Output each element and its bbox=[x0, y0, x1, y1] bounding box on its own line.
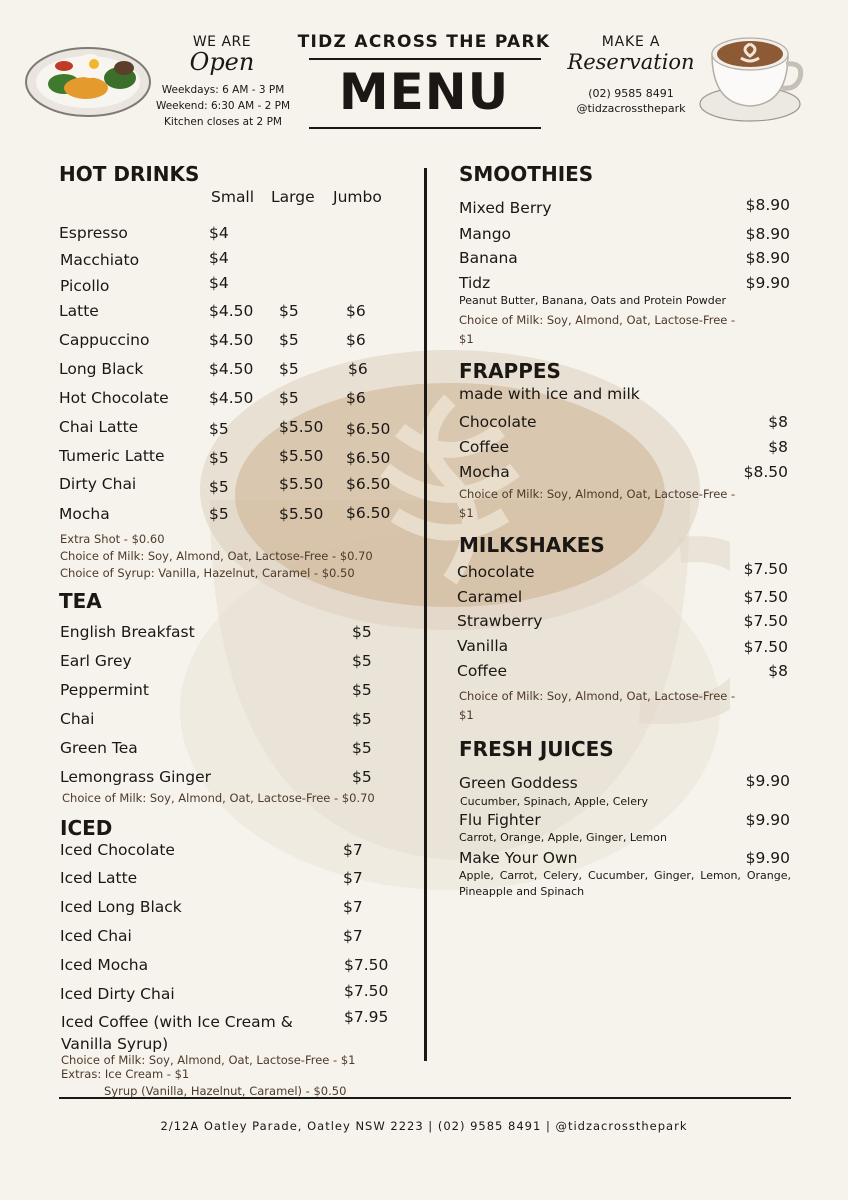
iced-heading: ICED bbox=[60, 816, 113, 840]
footer-contact: 2/12A Oatley Parade, Oatley NSW 2223 | (02) 9585 8491 | @tidzacrossthepark bbox=[160, 1119, 688, 1133]
price-jumbo: $6.50 bbox=[346, 504, 391, 522]
price-small: $4 bbox=[209, 224, 229, 242]
menu-item-price: $8 bbox=[768, 413, 788, 431]
menu-item-price: $9.90 bbox=[745, 274, 790, 292]
menu-item-price: $8 bbox=[768, 438, 788, 456]
hours-weekdays: Weekdays: 6 AM - 3 PM bbox=[161, 84, 285, 96]
menu-item-price: $7.95 bbox=[344, 1008, 389, 1026]
menu-item-name: Coffee bbox=[459, 438, 510, 456]
price-jumbo: $6 bbox=[348, 360, 368, 378]
menu-item-price: $5 bbox=[352, 739, 372, 757]
menu-item-name: Tumeric Latte bbox=[59, 447, 165, 465]
menu-item-price: $7.50 bbox=[344, 982, 389, 1000]
menu-item-price: $8.50 bbox=[743, 463, 788, 481]
smoothies-note: Choice of Milk: Soy, Almond, Oat, Lactose-Free - bbox=[459, 313, 736, 327]
open-label: Open bbox=[189, 48, 255, 76]
menu-item-name: Green Goddess bbox=[459, 774, 578, 792]
size-jumbo-header: Jumbo bbox=[333, 188, 382, 206]
price-small: $4.50 bbox=[209, 389, 254, 407]
menu-item-price: $5 bbox=[352, 710, 372, 728]
hot-drinks-note: Choice of Milk: Soy, Almond, Oat, Lactose-Free - $0.70 bbox=[60, 549, 373, 563]
menu-item-name: Tidz bbox=[459, 274, 491, 292]
tea-note: Choice of Milk: Soy, Almond, Oat, Lactose-Free - $0.70 bbox=[62, 791, 375, 805]
menu-item-name: Mocha bbox=[459, 463, 510, 481]
price-jumbo: $6.50 bbox=[346, 449, 391, 467]
price-large: $5 bbox=[279, 389, 299, 407]
menu-item-name: Mango bbox=[459, 225, 512, 243]
menu-item-name: Green Tea bbox=[60, 739, 138, 757]
menu-item-name: Earl Grey bbox=[60, 652, 132, 670]
menu-item-name: Mixed Berry bbox=[459, 199, 552, 217]
menu-item-name: Vanilla bbox=[457, 637, 509, 655]
milkshakes-note-price: $1 bbox=[459, 708, 474, 722]
menu-item-name: Iced Dirty Chai bbox=[60, 985, 175, 1003]
iced-note: Syrup (Vanilla, Hazelnut, Caramel) - $0.50 bbox=[104, 1084, 347, 1098]
menu-item-name: Make Your Own bbox=[459, 849, 578, 867]
frappes-subtitle: made with ice and milk bbox=[459, 385, 640, 403]
opening-hours bbox=[140, 82, 306, 130]
price-small: $5 bbox=[209, 478, 229, 496]
menu-item-name: Coffee bbox=[457, 662, 508, 680]
menu-item-name: Cappuccino bbox=[59, 331, 150, 349]
price-jumbo: $6.50 bbox=[346, 475, 391, 493]
menu-item-name: Caramel bbox=[457, 588, 523, 606]
menu-item-name: English Breakfast bbox=[60, 623, 195, 641]
price-jumbo: $6.50 bbox=[346, 420, 391, 438]
column-divider bbox=[424, 168, 427, 1061]
menu-item-name: Banana bbox=[459, 249, 518, 267]
menu-item-description: Carrot, Orange, Apple, Ginger, Lemon bbox=[459, 831, 667, 844]
menu-item-price: $7.50 bbox=[743, 612, 788, 630]
price-small: $4 bbox=[209, 274, 229, 292]
menu-item-description-continued: Pineapple and Spinach bbox=[459, 885, 585, 898]
menu-item-name: Iced Mocha bbox=[60, 956, 149, 974]
menu-item-name: Chocolate bbox=[457, 563, 535, 581]
menu-item-name: Latte bbox=[59, 302, 99, 320]
iced-note: Extras: Ice Cream - $1 bbox=[61, 1067, 190, 1081]
menu-item-price: $8.90 bbox=[745, 225, 790, 243]
tidz-description: Peanut Butter, Banana, Oats and Protein Powder bbox=[459, 294, 727, 307]
menu-item-name: Iced Chai bbox=[60, 927, 132, 945]
menu-item-price: $8 bbox=[768, 662, 788, 680]
make-a-label: MAKE A bbox=[601, 34, 661, 50]
smoothies-note-price: $1 bbox=[459, 332, 474, 346]
menu-item-price: $5 bbox=[352, 768, 372, 786]
fresh-juices-heading: FRESH JUICES bbox=[459, 737, 614, 761]
price-small: $4 bbox=[209, 249, 229, 267]
menu-item-price: $9.90 bbox=[745, 772, 790, 790]
price-small: $5 bbox=[209, 505, 229, 523]
social-handle: @tidzacrossthepark bbox=[576, 102, 686, 115]
menu-item-name-continued: Vanilla Syrup) bbox=[61, 1035, 169, 1053]
menu-item-name: Lemongrass Ginger bbox=[60, 768, 211, 786]
price-small: $4.50 bbox=[209, 331, 254, 349]
menu-item-price: $7 bbox=[343, 841, 363, 859]
menu-item-price: $5 bbox=[352, 652, 372, 670]
price-large: $5 bbox=[279, 302, 299, 320]
price-large: $5.50 bbox=[279, 418, 324, 436]
menu-item-name: Flu Fighter bbox=[459, 811, 541, 829]
menu-item-price: $5 bbox=[352, 623, 372, 641]
menu-item-price: $8.90 bbox=[745, 249, 790, 267]
menu-item-name: Dirty Chai bbox=[59, 475, 137, 493]
menu-item-name: Chocolate bbox=[459, 413, 537, 431]
menu-item-price: $7.50 bbox=[344, 956, 389, 974]
price-large: $5.50 bbox=[279, 475, 324, 493]
menu-item-price: $7 bbox=[343, 898, 363, 916]
brand-name: TIDZ ACROSS THE PARK bbox=[297, 32, 551, 52]
milkshakes-heading: MILKSHAKES bbox=[459, 533, 605, 557]
tea-heading: TEA bbox=[59, 589, 102, 613]
menu-item-name: Iced Coffee (with Ice Cream & bbox=[61, 1013, 293, 1031]
hot-drinks-note: Choice of Syrup: Vanilla, Hazelnut, Caramel - $0.50 bbox=[60, 566, 355, 580]
smoothies-heading: SMOOTHIES bbox=[459, 162, 594, 186]
latte-cup-illustration bbox=[696, 22, 806, 126]
header-contact bbox=[566, 86, 696, 116]
menu-item-price: $7.50 bbox=[743, 560, 788, 578]
menu-item-name: Iced Long Black bbox=[60, 898, 182, 916]
we-are-label: WE ARE bbox=[192, 34, 252, 50]
menu-item-name: Hot Chocolate bbox=[59, 389, 169, 407]
kitchen-hours: Kitchen closes at 2 PM bbox=[164, 116, 282, 128]
frappes-heading: FRAPPES bbox=[459, 359, 561, 383]
hot-drinks-note: Extra Shot - $0.60 bbox=[60, 532, 165, 546]
menu-item-price: $9.90 bbox=[745, 849, 790, 867]
menu-item-description: Apple, Carrot, Celery, Cucumber, Ginger, Lemon, Orange, bbox=[459, 869, 791, 882]
menu-item-price: $7.50 bbox=[743, 638, 788, 656]
menu-item-name: Strawberry bbox=[457, 612, 543, 630]
price-large: $5 bbox=[279, 331, 299, 349]
menu-item-name: Macchiato bbox=[60, 251, 140, 269]
price-large: $5 bbox=[279, 360, 299, 378]
price-jumbo: $6 bbox=[346, 331, 366, 349]
price-small: $5 bbox=[209, 449, 229, 467]
milkshakes-note: Choice of Milk: Soy, Almond, Oat, Lactose-Free - bbox=[459, 689, 736, 703]
menu-item-description: Cucumber, Spinach, Apple, Celery bbox=[460, 795, 649, 808]
reservation-label: Reservation bbox=[567, 50, 695, 74]
title-rule-bottom bbox=[309, 127, 541, 129]
menu-item-price: $8.90 bbox=[745, 196, 790, 214]
price-small: $4.50 bbox=[209, 302, 254, 320]
phone-number: (02) 9585 8491 bbox=[588, 87, 674, 100]
menu-item-price: $7 bbox=[343, 869, 363, 887]
breakfast-plate-illustration bbox=[24, 40, 152, 118]
menu-item-name: Peppermint bbox=[60, 681, 149, 699]
menu-item-price: $7 bbox=[343, 927, 363, 945]
menu-item-price: $5 bbox=[352, 681, 372, 699]
price-large: $5.50 bbox=[279, 447, 324, 465]
menu-item-price: $7.50 bbox=[743, 588, 788, 606]
menu-item-price: $9.90 bbox=[745, 811, 790, 829]
frappes-note: Choice of Milk: Soy, Almond, Oat, Lactose-Free - bbox=[459, 487, 736, 501]
menu-item-name: Chai Latte bbox=[59, 418, 139, 436]
price-jumbo: $6 bbox=[346, 302, 366, 320]
price-large: $5.50 bbox=[279, 505, 324, 523]
price-small: $5 bbox=[209, 420, 229, 438]
size-small-header: Small bbox=[211, 188, 255, 206]
menu-item-name: Picollo bbox=[60, 277, 110, 295]
size-large-header: Large bbox=[271, 188, 315, 206]
menu-item-name: Mocha bbox=[59, 505, 110, 523]
price-small: $4.50 bbox=[209, 360, 254, 378]
menu-item-name: Chai bbox=[60, 710, 95, 728]
menu-item-name: Espresso bbox=[59, 224, 128, 242]
hours-weekend: Weekend: 6:30 AM - 2 PM bbox=[155, 100, 291, 112]
menu-item-name: Long Black bbox=[59, 360, 144, 378]
frappes-note-price: $1 bbox=[459, 506, 474, 520]
price-jumbo: $6 bbox=[346, 389, 366, 407]
hot-drinks-heading: HOT DRINKS bbox=[59, 162, 200, 186]
page-title: MENU bbox=[338, 63, 510, 121]
menu-item-name: Iced Latte bbox=[60, 869, 138, 887]
iced-note: Choice of Milk: Soy, Almond, Oat, Lactose-Free - $1 bbox=[61, 1053, 356, 1067]
menu-item-name: Iced Chocolate bbox=[60, 841, 175, 859]
